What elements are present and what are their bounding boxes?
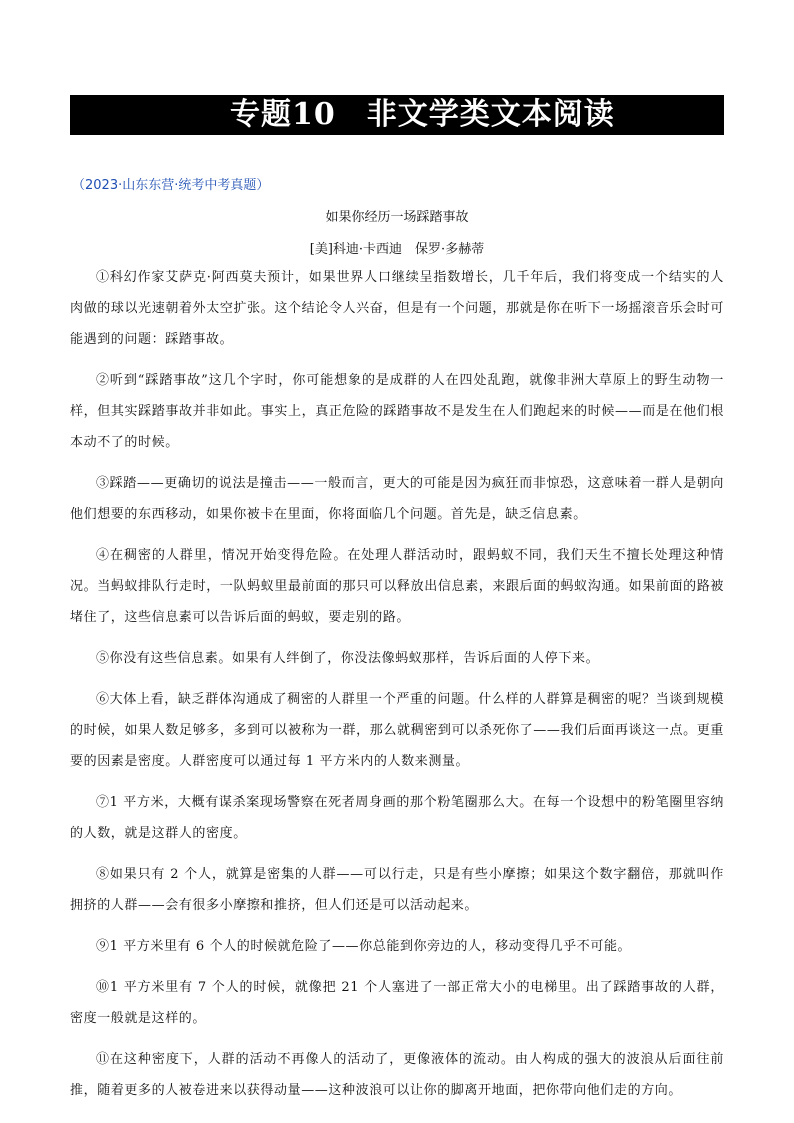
paragraph-4: ④在稠密的人群里，情况开始变得危险。在处理人群活动时，跟蚂蚁不同，我们天生不擅长处理这种情况。当蚂蚁排队行走时，一队蚂蚁里最前面的那只可以释放出信息素，来跟后面的蚂蚁沟通。如果前面的路被堵住了，这些信息素可以告诉后面的蚂蚁，要走别的路。 (70, 548, 724, 625)
paragraph-8: ⑧如果只有 2 个人，就算是密集的人群——可以行走，只是有些小摩擦；如果这个数字翻倍，那就叫作拥挤的人群——会有很多小摩擦和推挤，但人们还是可以活动起来。 (70, 867, 724, 913)
paragraph-5: ⑤你没有这些信息素。如果有人绊倒了，你没法像蚂蚁那样，告诉后面的人停下来。 (96, 651, 600, 666)
exam-source: （2023·山东东营·统考中考真题） (72, 178, 270, 193)
article-byline: [美]科迪·卡西迪 保罗·多赫蒂 (309, 242, 485, 257)
title-banner (70, 95, 724, 135)
paragraph-3: ③踩踏——更确切的说法是撞击——一般而言，更大的可能是因为疯狂而非惊恐，这意味着一群人是朝向他们想要的东西移动，如果你被卡在里面，你将面临几个问题。首先是，缺乏信息素。 (70, 476, 724, 522)
paragraph-10: ⑩1 平方米里有 7 个人的时候，就像把 21 个人塞进了一部正常大小的电梯里。出了踩踏事故的人群，密度一般就是这样的。 (70, 980, 724, 1026)
article-title: 如果你经历一场踩踏事故 (325, 210, 469, 225)
page-title: 专题10 非文学类文本阅读 (230, 97, 615, 132)
paragraph-9: ⑨1 平方米里有 6 个人的时候就危险了——你总能到你旁边的人，移动变得几乎不可能。 (96, 939, 632, 954)
paragraph-2: ②听到“踩踏事故”这几个字时，你可能想象的是成群的人在四处乱跑，就像非洲大草原上的野生动物一样，但其实踩踏事故并非如此。事实上，真正危险的踩踏事故不是发生在人们跑起来的时候——而是在他们根本动不了的时候。 (70, 373, 724, 450)
paragraph-1: ①科幻作家艾萨克·阿西莫夫预计，如果世界人口继续呈指数增长，几千年后，我们将变成一个结实的人肉做的球以光速朝着外太空扩张。这个结论令人兴奋，但是有一个问题，那就是你在听下一场摇滚音乐会时可能遇到的问题：踩踏事故。 (70, 270, 724, 347)
article-body (70, 262, 724, 1116)
paragraph-11: ⑪在这种密度下，人群的活动不再像人的活动了，更像液体的流动。由人构成的强大的波浪从后面往前推，随着更多的人被卷进来以获得动量——这种波浪可以让你的脚离开地面，把你带向他们走的方向。 (70, 1052, 724, 1098)
paragraph-7: ⑦1 平方米，大概有谋杀案现场警察在死者周身画的那个粉笔圈那么大。在每一个设想中的粉笔圈里容纳的人数，就是这群人的密度。 (70, 795, 724, 841)
paragraph-6: ⑥大体上看，缺乏群体沟通成了稠密的人群里一个严重的问题。什么样的人群算是稠密的呢？当谈到规模的时候，如果人数足够多，多到可以被称为一群，那么就稠密到可以杀死你了——我们后面再谈这一点。更重要的因素是密度。人群密度可以通过每 1 平方米内的人数来测量。 (70, 692, 724, 769)
